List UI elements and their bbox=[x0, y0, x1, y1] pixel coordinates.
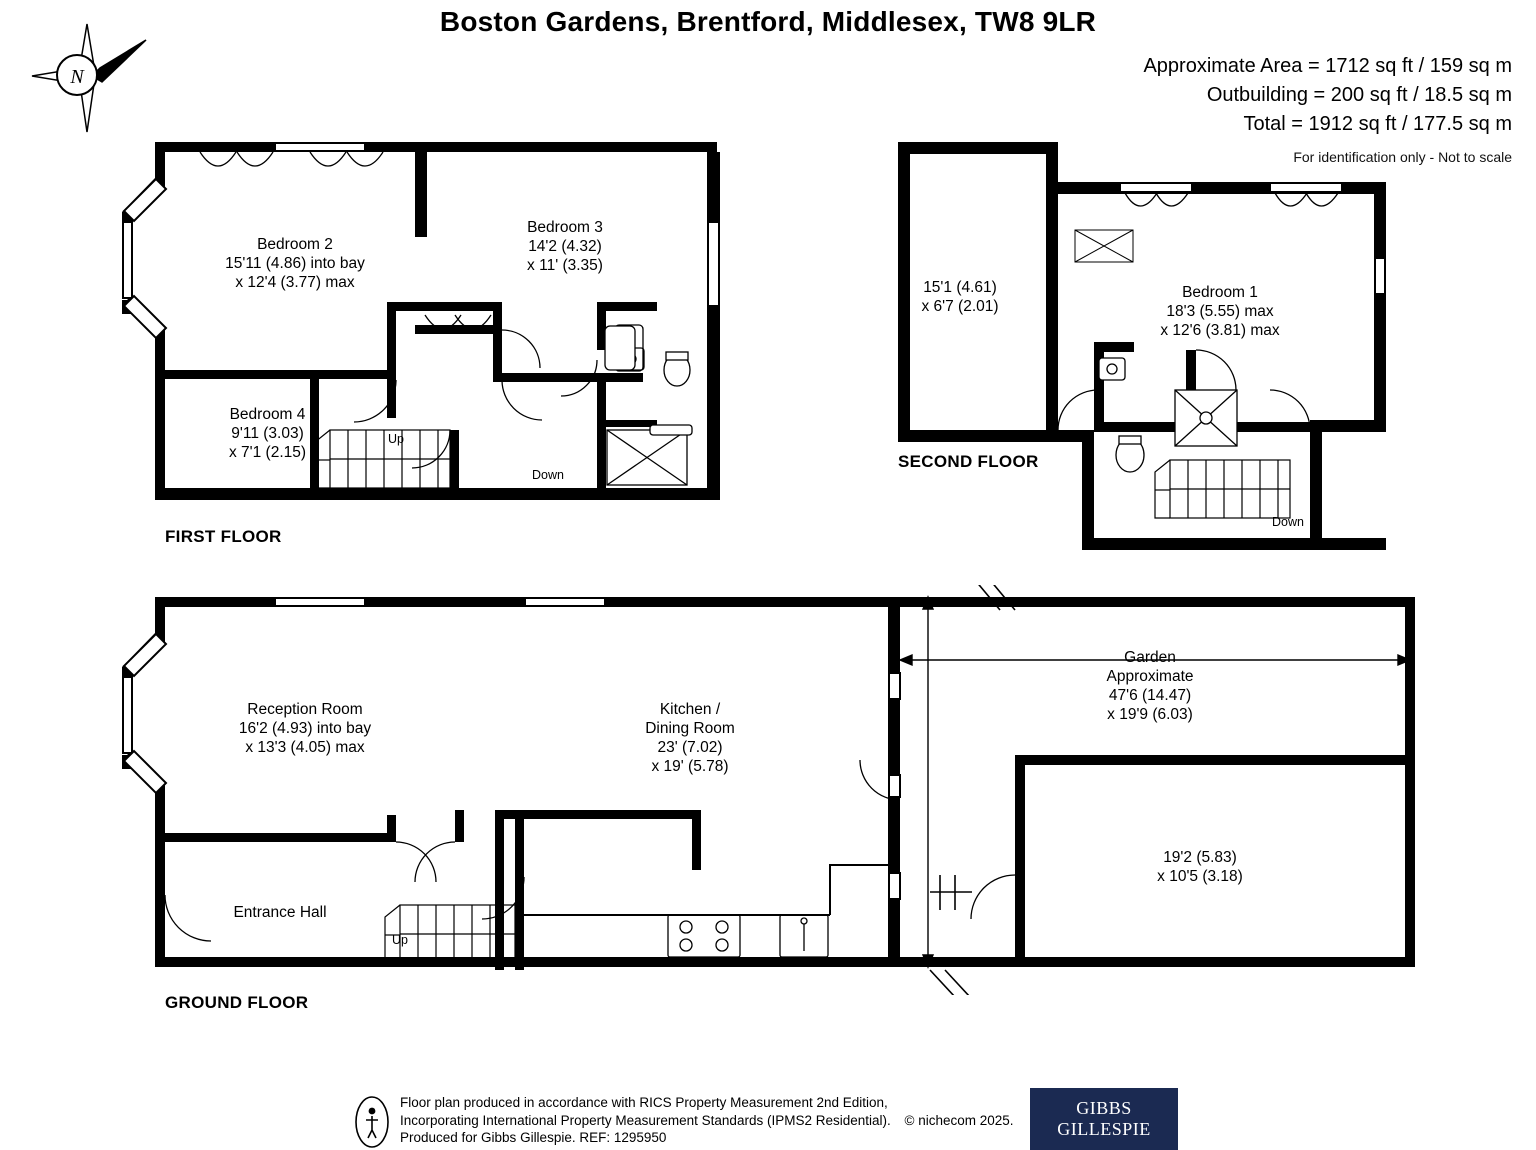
room-dim-2: x 12'4 (3.77) max bbox=[235, 274, 355, 291]
room-dim-2: x 6'7 (2.01) bbox=[921, 298, 999, 315]
stair-down-label-first: Down bbox=[532, 468, 564, 482]
room-name: Reception Room bbox=[247, 701, 363, 718]
stair-up-label-ground: Up bbox=[392, 933, 408, 947]
room-bedroom-2 bbox=[180, 235, 410, 292]
room-name: Garden bbox=[1124, 649, 1176, 666]
room-name: Entrance Hall bbox=[233, 904, 327, 921]
room-dim-1: 14'2 (4.32) bbox=[528, 238, 602, 255]
room-name: Bedroom 4 bbox=[229, 406, 306, 423]
room-dim-1: 19'2 (5.83) bbox=[1163, 849, 1237, 866]
page-title: Boston Gardens, Brentford, Middlesex, TW8 9LR bbox=[439, 6, 1097, 37]
room-name: Bedroom 3 bbox=[527, 219, 603, 236]
disclaimer-text: For identification only - Not to scale bbox=[1293, 149, 1512, 165]
room-dim-1: 23' (7.02) bbox=[657, 739, 723, 756]
room-dim-1: 9'11 (3.03) bbox=[231, 425, 304, 442]
room-garden bbox=[1055, 648, 1245, 724]
second-floor-plan bbox=[880, 130, 1410, 570]
floor-label-first: FIRST FLOOR bbox=[165, 527, 282, 546]
logo-line-1: GIBBS bbox=[1076, 1098, 1132, 1118]
footer-line-1: Floor plan produced in accordance with RICS Property Measurement 2nd Edition, bbox=[400, 1095, 888, 1110]
approx-area-text: Approximate Area = 1712 sq ft / 159 sq m bbox=[1143, 55, 1512, 77]
room-name: Bedroom 2 bbox=[257, 236, 333, 253]
outbuilding-area-text: Outbuilding = 200 sq ft / 18.5 sq m bbox=[1206, 84, 1512, 106]
room-second-floor-landing bbox=[860, 278, 1060, 316]
room-entrance-hall bbox=[185, 903, 375, 922]
ground-floor-plan bbox=[110, 585, 1420, 995]
total-area-text: Total = 1912 sq ft / 177.5 sq m bbox=[1243, 113, 1512, 135]
floor-label-second: SECOND FLOOR bbox=[898, 452, 1039, 471]
room-dim-2: x 12'6 (3.81) max bbox=[1160, 322, 1280, 339]
north-arrow-icon bbox=[22, 18, 152, 138]
room-name: Kitchen / bbox=[659, 701, 721, 718]
room-bedroom-3 bbox=[470, 218, 660, 275]
room-dim-1: 15'11 (4.86) into bay bbox=[225, 255, 365, 272]
room-reception bbox=[180, 700, 430, 757]
room-name-2: Approximate bbox=[1106, 668, 1194, 685]
room-dim-2: x 7'1 (2.15) bbox=[228, 444, 307, 461]
footer-text-block bbox=[400, 1094, 1014, 1147]
rics-person-icon bbox=[355, 1096, 389, 1148]
room-dim-1: 15'1 (4.61) bbox=[923, 279, 997, 296]
room-kitchen-dining bbox=[595, 700, 785, 776]
gibbs-gillespie-logo bbox=[1030, 1088, 1178, 1150]
room-dim-2: x 13'3 (4.05) max bbox=[245, 739, 365, 756]
room-dim-1: 18'3 (5.55) max bbox=[1166, 303, 1274, 320]
logo-line-2: GILLESPIE bbox=[1057, 1119, 1151, 1139]
footer-line-3: Produced for Gibbs Gillespie. REF: 1295950 bbox=[400, 1130, 667, 1145]
floor-label-ground: GROUND FLOOR bbox=[165, 993, 309, 1012]
room-dim-1: 16'2 (4.93) into bay bbox=[238, 720, 372, 737]
room-dim-2: x 19'9 (6.03) bbox=[1107, 706, 1193, 723]
room-dim-1: 47'6 (14.47) bbox=[1108, 687, 1192, 704]
footer-copyright: © nichecom 2025. bbox=[904, 1112, 1014, 1128]
room-outbuilding bbox=[1105, 848, 1295, 886]
room-dim-2: x 10'5 (3.18) bbox=[1157, 868, 1243, 885]
room-name-2: Dining Room bbox=[645, 720, 735, 737]
room-dim-2: x 19' (5.78) bbox=[651, 758, 729, 775]
room-dim-2: x 11' (3.35) bbox=[527, 257, 603, 274]
footer-line-2: Incorporating International Property Measurement Standards (IPMS2 Residential). bbox=[400, 1112, 891, 1128]
room-bedroom-1 bbox=[1110, 283, 1330, 340]
room-bedroom-4 bbox=[175, 405, 360, 462]
stair-up-label-first: Up bbox=[388, 432, 404, 446]
stair-down-label-second: Down bbox=[1272, 515, 1304, 529]
room-name: Bedroom 1 bbox=[1182, 284, 1258, 301]
svg-text:N: N bbox=[70, 66, 84, 88]
first-floor-plan bbox=[110, 130, 750, 530]
